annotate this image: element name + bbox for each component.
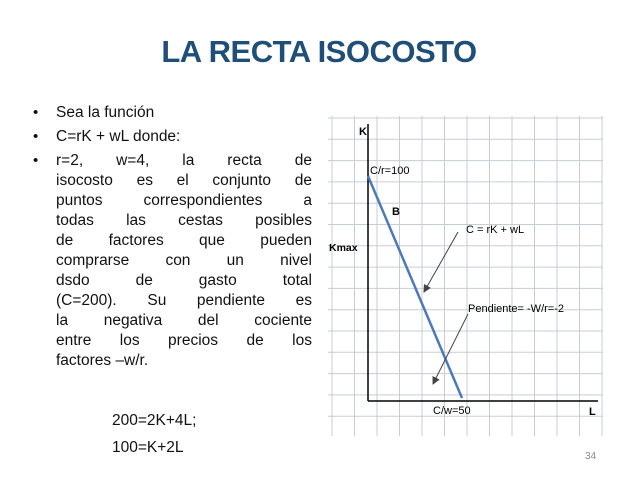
bullet-item <box>30 127 312 147</box>
page-number: 34 <box>585 451 597 462</box>
paragraph-line: todas las cestas posibles <box>56 212 312 229</box>
paragraph-line: comprarse con un nivel <box>56 252 312 269</box>
bullet-paragraph <box>56 151 312 371</box>
axis-y-label: K <box>359 126 367 138</box>
bullet-item-definition <box>30 151 312 371</box>
paragraph-line: puntos correspondientes a <box>56 192 312 209</box>
paragraph-line: (C=200). Su pendiente es <box>56 292 312 309</box>
isocost-diagram <box>328 116 603 436</box>
axis-x-label: L <box>589 406 596 418</box>
bullet-text: Sea la función <box>56 104 155 121</box>
equation-2: 100=K+2L <box>112 439 184 456</box>
isocost-line <box>368 176 462 398</box>
equation-label: C = rK + wL <box>466 224 525 236</box>
paragraph-line: factores –w/r. <box>56 352 149 369</box>
paragraph-line: r=2, w=4, la recta de <box>56 152 312 169</box>
equation-1: 200=2K+4L; <box>112 412 197 429</box>
equation-arrow <box>424 232 458 292</box>
paragraph-line: isocosto es el conjunto de <box>56 172 312 189</box>
intercept-l-label: C/w=50 <box>433 405 471 417</box>
point-b-label: B <box>392 206 400 218</box>
bullet-dot-icon: • <box>33 152 39 169</box>
paragraph-line: dsdo de gasto total <box>56 272 312 289</box>
bullet-dot-icon: • <box>33 104 39 121</box>
grid <box>328 116 603 436</box>
paragraph-line: de factores que pueden <box>56 232 312 249</box>
bullet-text: C=rK + wL donde: <box>56 128 181 145</box>
paragraph-line: entre los precios de los <box>56 332 312 349</box>
intercept-k-label: C/r=100 <box>370 165 410 177</box>
slide-title: LA RECTA ISOCOSTO <box>161 34 477 69</box>
kmax-label: Kmax <box>329 242 358 254</box>
bullet-list <box>30 103 312 375</box>
paragraph-line: la negativa del cociente <box>56 312 312 329</box>
bullet-dot-icon: • <box>33 128 39 145</box>
bullet-item <box>30 103 312 123</box>
slope-label: Pendiente= -W/r=-2 <box>468 303 564 315</box>
